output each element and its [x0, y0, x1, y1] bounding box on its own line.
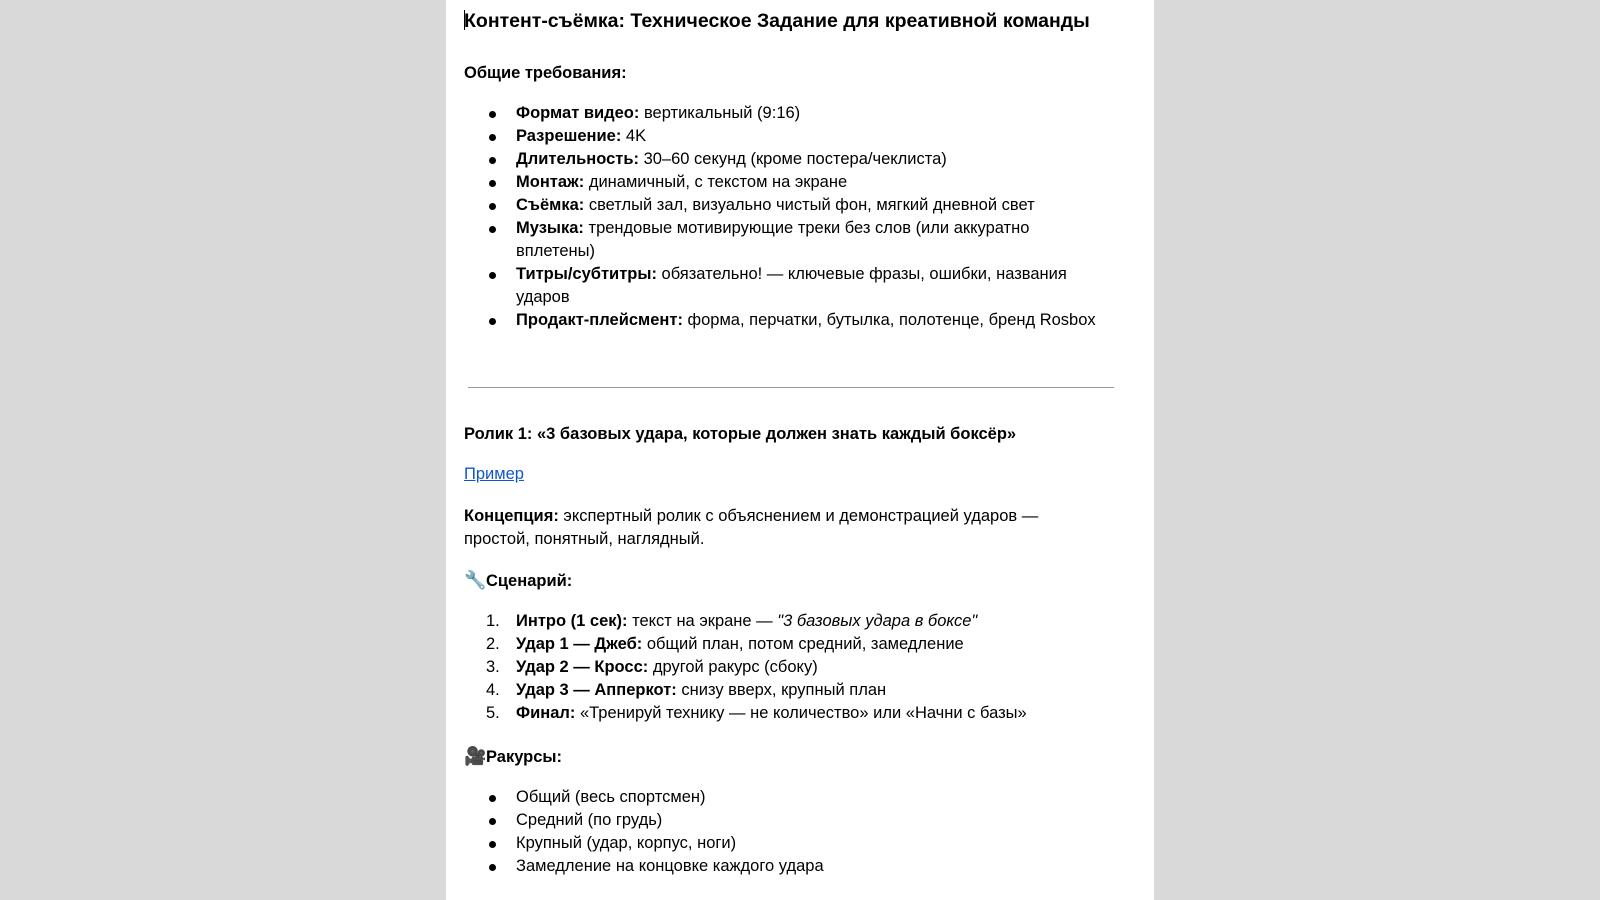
- angles-list: [486, 786, 1106, 878]
- movie-camera-icon: 🎥: [464, 746, 487, 766]
- list-item: Музыка: трендовые мотивирующие треки без слов (или аккуратно вплетены): [486, 217, 1106, 263]
- scenario-list: [486, 610, 1106, 725]
- list-item: Длительность: 30–60 секунд (кроме постера/чеклиста): [486, 148, 1106, 171]
- bullet-icon: [489, 157, 496, 164]
- list-item: Крупный (удар, корпус, ноги): [486, 832, 1106, 855]
- list-item: 5. Финал: «Тренируй технику — не количество» или «Начни с базы»: [486, 704, 1027, 722]
- general-requirements-heading: Общие требования:: [464, 64, 627, 82]
- list-item: 1. Интро (1 сек): текст на экране — "3 базовых удара в боксе": [486, 612, 978, 630]
- general-requirements-list: [486, 102, 1106, 332]
- bullet-icon: [489, 226, 496, 233]
- list-item: Формат видео: вертикальный (9:16): [486, 102, 1106, 125]
- bullet-icon: [489, 818, 496, 825]
- angles-heading: 🎥Ракурсы:: [464, 746, 563, 766]
- concept-paragraph: Концепция: экспертный ролик с объяснением и демонстрацией ударов — простой, понятный, наглядный.: [464, 507, 1039, 548]
- list-item: 4. Удар 3 — Апперкот: снизу вверх, крупный план: [486, 681, 887, 699]
- document-page: [446, 0, 1154, 900]
- wrench-icon: 🔧: [464, 570, 487, 590]
- bullet-icon: [489, 134, 496, 141]
- bullet-icon: [489, 203, 496, 210]
- list-item: Замедление на концовке каждого удара: [486, 855, 1106, 878]
- bullet-icon: [489, 272, 496, 279]
- horizontal-divider: [468, 387, 1114, 388]
- list-item: Титры/субтитры: обязательно! — ключевые фразы, ошибки, названия ударов: [486, 263, 1106, 309]
- bullet-icon: [489, 111, 496, 118]
- document-title[interactable]: Контент-съёмка: Техническое Задание для креативной команды: [464, 10, 1090, 32]
- list-item: Средний (по грудь): [486, 809, 1106, 832]
- bullet-icon: [489, 864, 496, 871]
- list-item: Разрешение: 4K: [486, 125, 1106, 148]
- list-item: Продакт-плейсмент: форма, перчатки, бутылка, полотенце, бренд Rosbox: [486, 309, 1106, 332]
- list-item: Монтаж: динамичный, с текстом на экране: [486, 171, 1106, 194]
- list-item: 3. Удар 2 — Кросс: другой ракурс (сбоку): [486, 658, 818, 676]
- bullet-icon: [489, 318, 496, 325]
- list-item: Общий (весь спортсмен): [486, 786, 1106, 809]
- bullet-icon: [489, 180, 496, 187]
- example-link[interactable]: Пример: [464, 465, 524, 483]
- scenario-heading: 🔧Сценарий:: [464, 570, 573, 590]
- list-item: 2. Удар 1 — Джеб: общий план, потом средний, замедление: [486, 635, 964, 653]
- bullet-icon: [489, 841, 496, 848]
- video1-heading: Ролик 1: «3 базовых удара, которые должен знать каждый боксёр»: [464, 425, 1017, 443]
- list-item: Съёмка: светлый зал, визуально чистый фон, мягкий дневной свет: [486, 194, 1106, 217]
- bullet-icon: [489, 795, 496, 802]
